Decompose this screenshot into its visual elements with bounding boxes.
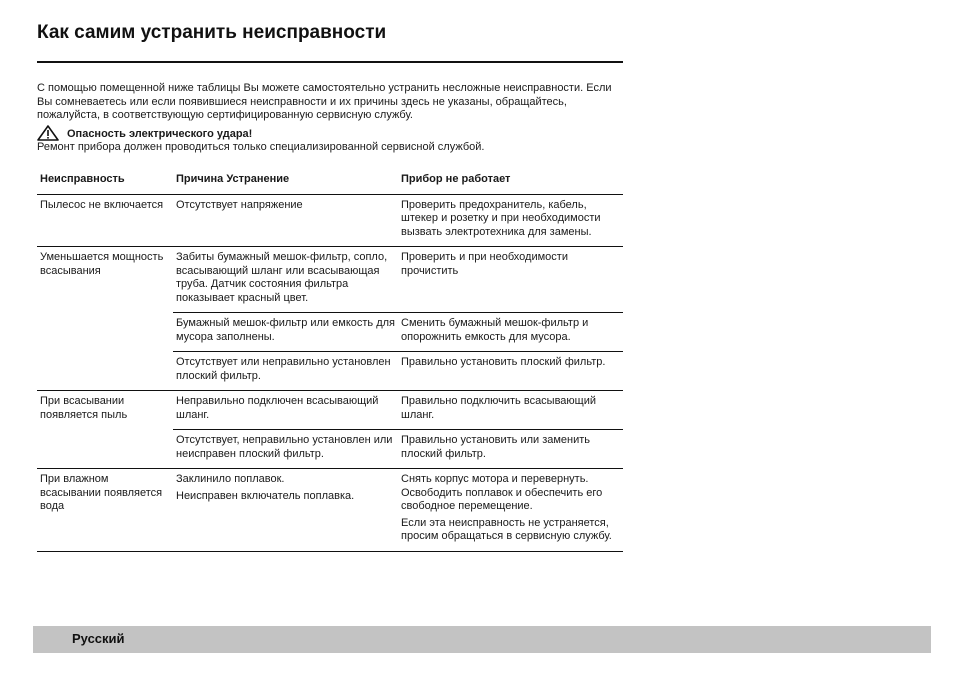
- cause-line: Неисправен включатель поплавка.: [176, 489, 355, 502]
- fault-cell: При влажном всасывании появляется вода: [37, 469, 173, 552]
- column-header-fault: Неисправность: [37, 169, 173, 194]
- fault-cell: Пылесос не включается: [37, 194, 173, 247]
- cause-cell: Забиты бумажный мешок-фильтр, сопло, всасывающий шланг или всасывающая труба. Датчик состояния фильтра показывает красный цвет.: [173, 247, 398, 313]
- warning-block: [37, 125, 627, 155]
- footer-language: Русский: [72, 631, 125, 646]
- remedy-line: Если эта неисправность не устраняется, просим обращаться в сервисную службу.: [401, 516, 612, 542]
- cause-cell: Неправильно подключен всасывающий шланг.: [173, 391, 398, 430]
- warning-text: Ремонт прибора должен проводиться только специализированной сервисной службой.: [37, 141, 485, 153]
- title-divider: [37, 61, 623, 63]
- fault-cell: При всасывании появляется пыль: [37, 391, 173, 469]
- cause-cell: Отсутствует, неправильно установлен или неисправен плоский фильтр.: [173, 430, 398, 469]
- table-row: [37, 247, 623, 313]
- remedy-cell: Проверить и при необходимости прочистить: [398, 247, 623, 313]
- intro-paragraph: С помощью помещенной ниже таблицы Вы можете самостоятельно устранить несложные неисправности. Если Вы сомневаетесь или если появившиеся неисправности и их причины здесь не указаны, обращайтесь, пожалуйста, в соответствующую сертифицированную сервисную службу.: [37, 82, 612, 121]
- cause-cell: [173, 469, 398, 552]
- table-row: [37, 391, 623, 430]
- column-header-remedy: Прибор не работает: [398, 169, 623, 194]
- table-row: [37, 194, 623, 247]
- warning-heading: [37, 125, 627, 141]
- page-title: Как самим устранить неисправности: [37, 22, 387, 43]
- remedy-cell: Проверить предохранитель, кабель, штекер и розетку и при необходимости вызвать электротехника для замены.: [398, 194, 623, 247]
- remedy-cell: Правильно установить плоский фильтр.: [398, 352, 623, 391]
- cause-cell: Отсутствует напряжение: [173, 194, 398, 247]
- cause-cell: Отсутствует или неправильно установлен плоский фильтр.: [173, 352, 398, 391]
- table-header-row: [37, 169, 623, 194]
- fault-cell: Уменьшается мощность всасывания: [37, 247, 173, 391]
- warning-triangle-icon: [37, 125, 59, 141]
- troubleshooting-table: [37, 169, 623, 552]
- table-row: [37, 469, 623, 552]
- cause-line: Заклинило поплавок.: [176, 473, 285, 485]
- column-header-cause: Причина Устранение: [173, 169, 398, 194]
- remedy-line: Снять корпус мотора и перевернуть. Освободить поплавок и обеспечить его свободное перемещение.: [401, 473, 603, 512]
- warning-title: Опасность электрического удара!: [67, 127, 253, 140]
- remedy-cell: Правильно подключить всасывающий шланг.: [398, 391, 623, 430]
- remedy-cell: [398, 469, 623, 552]
- remedy-cell: Правильно установить или заменить плоский фильтр.: [398, 430, 623, 469]
- cause-cell: Бумажный мешок-фильтр или емкость для мусора заполнены.: [173, 313, 398, 352]
- remedy-cell: Сменить бумажный мешок-фильтр и опорожнить емкость для мусора.: [398, 313, 623, 352]
- footer-bar: [33, 626, 931, 653]
